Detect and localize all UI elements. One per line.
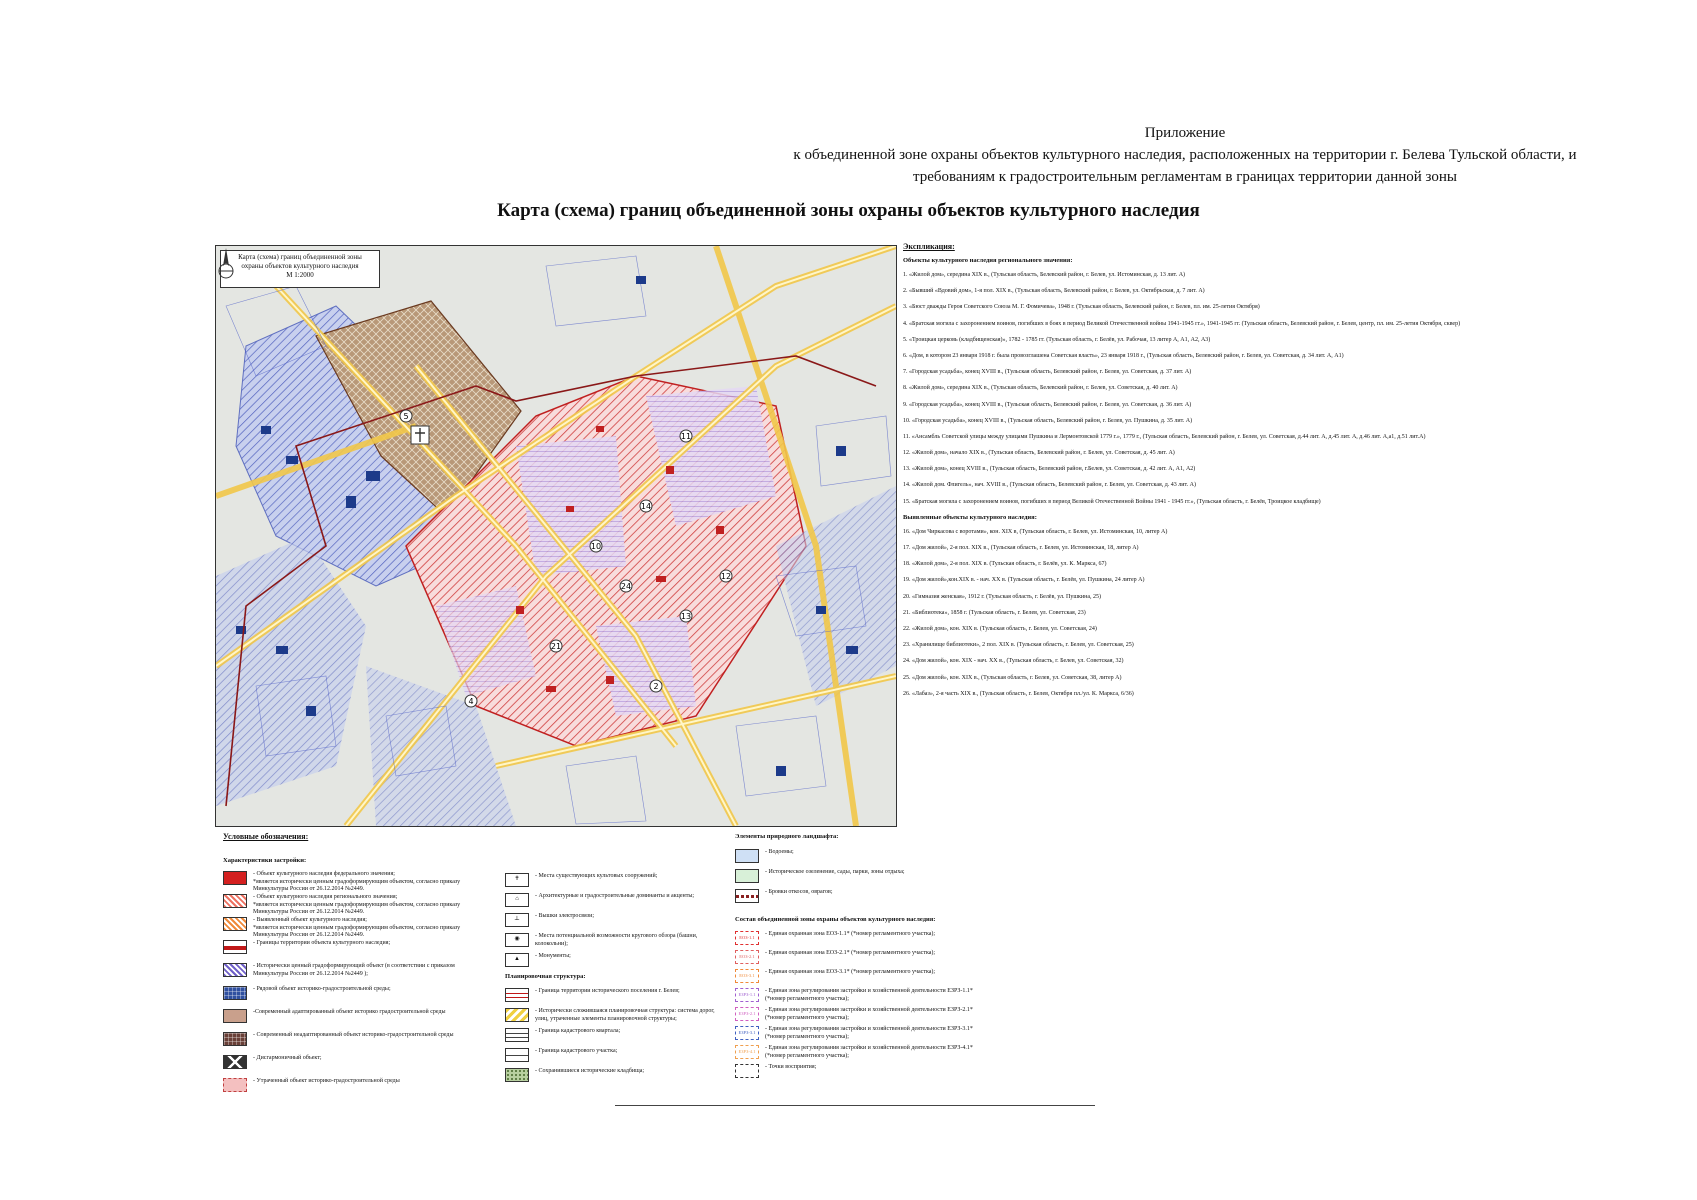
- list-item: 2. «Бывший «Вдовий дом», 1-я пол. XIX в., (Тульская область, Белевский район, г. Белев, ул. Октябрьская, д. 7 лит. А): [903, 288, 1205, 295]
- document-header: [720, 122, 1650, 188]
- legend-label: - Объект культурного наследия федерального значения; *является исторически ценным градоформирующим объектом, согласно приказу Минкультуры России от 26.12.2014 №2449.: [253, 871, 461, 892]
- legend-row: [735, 869, 965, 883]
- legend-label: - Точки восприятия;: [765, 1064, 817, 1070]
- legend-row: [223, 894, 468, 917]
- header-line-1: Приложение: [1144, 125, 1226, 141]
- legend-row: [505, 1008, 715, 1023]
- identified-list: [903, 528, 1483, 698]
- legend-label: - Рядовой объект историко-градостроительной среды;: [253, 986, 391, 992]
- legend-label: - Граница территории исторического поселения г. Белев;: [535, 988, 680, 994]
- explication-panel: [903, 243, 1483, 706]
- map-area[interactable]: [215, 245, 897, 827]
- legend-row: [735, 889, 965, 903]
- legend-row: [505, 893, 715, 907]
- list-item: 10. «Городская усадьба», конец XVIII в., (Тульская область, Белевский район, г. Белев, ул. Пушкина, д. 35 лит. А): [903, 417, 1193, 424]
- list-item: 3. «Бюст дважды Героя Советского Союза М. Г. Фомичева», 1948 г. (Тульская область, Белевский район, г. Белев, пл. им. 25-летия Октября): [903, 304, 1260, 311]
- legend-row: [505, 988, 715, 1002]
- legend-row: [735, 950, 975, 964]
- svg-text:24: 24: [620, 582, 632, 591]
- svg-text:12: 12: [720, 572, 732, 581]
- list-item: 23. «Хранилище библиотеки», 2 пол. XIX в. (Тульская область, г. Белев, ул. Советская, 25): [903, 642, 1134, 649]
- legend-swatch: [223, 963, 247, 977]
- svg-text:11: 11: [680, 432, 692, 441]
- map-title: Карта (схема) границ объединенной зоны охраны объектов культурного наследия: [497, 200, 1200, 221]
- legend-swatch: [223, 917, 247, 931]
- regional-list: [903, 271, 1483, 506]
- legend-label: - Граница кадастрового участка;: [535, 1048, 618, 1054]
- legend-label: - Дисгармоничный объект;: [253, 1055, 322, 1061]
- list-item: 25. «Дом жилой», кон. XIX в., (Тульская область, г. Белев, ул. Советская, 38, литер А): [903, 674, 1122, 681]
- legend-label: - Единая охранная зона ЕОЗ-1.1* (*номер регламентного участка);: [765, 931, 936, 937]
- legend-label: - Единая зона регулирования застройки и хозяйственной деятельности ЕЗРЗ-2.1* (*номер регламентного участка);: [765, 1007, 973, 1021]
- list-item: 8. «Жилой дом», середина XIX в., (Тульская область, Белевский район, г. Белев, ул. Советская, д. 40 лит. А): [903, 385, 1178, 392]
- viewpoint-icon: ◉: [505, 933, 529, 947]
- legend-label: - Единая охранная зона ЕОЗ-2.1* (*номер регламентного участка);: [765, 950, 936, 956]
- svg-text:14: 14: [640, 502, 652, 511]
- legend-label: - Единая охранная зона ЕОЗ-3.1* (*номер регламентного участка);: [765, 969, 936, 975]
- legend-label: - Утраченный объект историко-градостроительной среды: [253, 1078, 400, 1084]
- legend-swatch: [505, 1028, 529, 1042]
- list-item: 17. «Дом жилой», 2-я пол. XIX в., (Тульская область, г. Белев, ул. Истоминская, 18, литер А): [903, 545, 1139, 551]
- legend-row: [735, 988, 975, 1003]
- legend-row: [735, 1007, 975, 1022]
- map-box-line-2: охраны объектов культурного наследия: [241, 262, 359, 270]
- legend-label: - Водоемы;: [765, 849, 794, 855]
- legend-label: - Вышки электросвязи;: [535, 913, 595, 919]
- legend-swatch: [735, 849, 759, 863]
- legend-label: -Современный адаптированный объект историко градостроительной среды: [253, 1009, 446, 1015]
- planning-heading: Планировочная структура:: [505, 973, 586, 980]
- map-title-box: [220, 250, 380, 288]
- list-item: 22. «Жилой дом», кон. XIX в. (Тульская область, г. Белев, ул. Советская, 24): [903, 625, 1097, 632]
- map-drawing: [216, 246, 896, 826]
- legend-label: - Архитектурные и градостроительные доминанты и акценты;: [535, 893, 695, 899]
- legend-row: [735, 931, 975, 945]
- map-box-line-1: Карта (схема) границ объединенной зоны: [238, 253, 362, 261]
- zone-swatch: ЕЗРЗ-1.1: [735, 988, 759, 1002]
- legend-row: [223, 1055, 468, 1069]
- map-box-line-3: М 1:2000: [286, 271, 314, 279]
- legend-row: [735, 1045, 975, 1060]
- legend-label: - Исторически ценный градоформирующий объект (в соответствии с приказом Минкультуры России от 26.12.2014 №2449 );: [253, 963, 455, 977]
- list-item: 11. «Ансамбль Советской улицы между улицами Пушкина и Лермонтовской 1779 г.», 1779 г., (Тульская область, Белевский район, г. Белев, ул. Советская, д.44 лит. А, д.45 лит. А, д.46 лит. А,а1, д.51 лит.А): [903, 433, 1426, 440]
- legend-row: [505, 933, 715, 948]
- list-item: 12. «Жилой дом», начало XIX в., (Тульская область, Белевский район, г. Белев, ул. Советская, д. 45 лит. А): [903, 450, 1175, 457]
- legend-swatch: [735, 869, 759, 883]
- list-item: 26. «Лабаз», 2-я часть XIX в., (Тульская область, г. Белев, Октября пл./ул. К. Маркса, 6/36): [903, 690, 1134, 697]
- legend-label: - Единая зона регулирования застройки и хозяйственной деятельности ЕЗРЗ-1.1* (*номер регламентного участка);: [765, 988, 973, 1002]
- header-line-3: требованиям к градостроительным регламентам в границах территории данной зоны: [912, 169, 1458, 185]
- svg-text:4: 4: [468, 697, 474, 706]
- zone-swatch: [735, 1064, 759, 1078]
- legend-label: - Современный неадаптированный объект историко-градостроительной среды: [253, 1032, 454, 1038]
- list-item: 1. «Жилой дом», середина XIX в., (Тульская область, Белевский район, г. Белев, ул. Истоминская, д. 13 лит. А): [903, 272, 1186, 278]
- legend-label: - Историческое озеленение, сады, парки, зоны отдыха;: [765, 869, 905, 875]
- legend-row: [223, 1032, 468, 1046]
- zone-swatch: ЕОЗ-1.1: [735, 931, 759, 945]
- legend-row: [223, 871, 468, 894]
- list-item: 24. «Дом жилой», кон. XIX - нач. XX в., (Тульская область, г. Белев, ул. Советская, 32): [903, 658, 1124, 665]
- zones-heading: Состав объединенной зоны охраны объектов культурного наследия:: [735, 916, 936, 923]
- regional-heading: Объекты культурного наследия регионального значения:: [903, 257, 1073, 264]
- svg-text:5: 5: [403, 412, 409, 421]
- legend-swatch: [505, 1048, 529, 1062]
- legend-label: - Единая зона регулирования застройки и хозяйственной деятельности ЕЗРЗ-4.1* (*номер регламентного участка);: [765, 1045, 973, 1059]
- list-item: 5. «Троицкая церковь (кладбищенская)», 1782 - 1785 гг. (Тульская область, г. Белёв, ул. Рабочая, 13 литер А, А1, А2, А3): [903, 336, 1211, 343]
- legend-swatch: [735, 889, 759, 903]
- list-item: 9. «Городская усадьба», конец XVIII в., (Тульская область, Белевский район, г. Белев, ул. Советская, д. 36 лит. А): [903, 401, 1192, 408]
- legend-row: [505, 953, 715, 967]
- header-line-2: к объединенной зоне охраны объектов культурного наследия, расположенных на территории г. Белева Тульской области, и: [793, 147, 1577, 163]
- legend-row: [223, 986, 468, 1000]
- church-icon: [411, 426, 429, 444]
- zone-swatch: ЕЗРЗ-4.1: [735, 1045, 759, 1059]
- legend-label: - Граница кадастрового квартала;: [535, 1028, 621, 1034]
- list-item: 6. «Дом, в котором 23 января 1918 г. была провозглашена Советская власть», 23 января 1918 г., (Тульская область, Белевский район, г. Белев, ул. Советская, д. 34 лит. А, А1): [903, 352, 1344, 359]
- monument-icon: ▲: [505, 953, 529, 967]
- nature-heading: Элементы природного ландшафта:: [735, 833, 839, 840]
- legend-row: [505, 1068, 715, 1082]
- list-item: 19. «Дом жилой»,кон.XIX в. - нач. XX в. (Тульская область, г. Белёв, ул. Пушкина, 24 литер А): [903, 577, 1145, 584]
- legend-row: [505, 913, 715, 927]
- zone-swatch: ЕЗРЗ-2.1: [735, 1007, 759, 1021]
- legend-row: [223, 940, 468, 954]
- zone-swatch: ЕОЗ-2.1: [735, 950, 759, 964]
- building-heading: Характеристики застройки:: [223, 857, 307, 864]
- legend-swatch: [223, 1032, 247, 1046]
- legend-row: [735, 969, 975, 983]
- legend-label: - Границы территории объекта культурного наследия;: [253, 940, 391, 946]
- svg-text:21: 21: [550, 642, 562, 651]
- list-item: 4. «Братская могила с захоронением воинов, погибших в боях в период Великой Отечественной войны 1941-1945 гг.», 1941-1945 гг. (Тульская область, Белевский район, г. Белев, центр, пл. им. 25-летия Октября, сквер): [903, 320, 1461, 327]
- legend-swatch: [223, 986, 247, 1000]
- list-item: 20. «Гимназия женская», 1912 г. (Тульская область, г. Белёв, ул. Пушкина, 25): [903, 593, 1101, 600]
- list-item: 14. «Жилой дом. Флигель», нач. XVIII в., (Тульская область, Белевский район, г. Белев, ул. Советская, д. 43 лит. А): [903, 482, 1197, 489]
- explication-heading: Экспликация:: [903, 242, 955, 251]
- svg-text:13: 13: [680, 612, 692, 621]
- zone-swatch: ЕОЗ-3.1: [735, 969, 759, 983]
- identified-heading: Выявленные объекты культурного наследия:: [903, 513, 1037, 521]
- legend-row: [223, 917, 468, 940]
- list-item: 15. «Братская могила с захоронением воинов, погибших в период Великой Отечественной Войны 1941 - 1945 гг.», (Тульская область, г. Белёв, Троицкое кладбище): [903, 498, 1321, 505]
- list-item: 18. «Жилой дом», 2-я пол. XIX в. (Тульская область, г. Белёв, ул. К. Маркса, 67): [903, 561, 1107, 568]
- list-item: 7. «Городская усадьба», конец XVIII в., (Тульская область, Белевский район, г. Белев, ул. Советская, д. 37 лит. А): [903, 369, 1192, 376]
- list-item: 16. «Дом Чиркасова с воротами», кон. XIX в, (Тульская область, г. Белев, ул. Истоминская, 10, литер А): [903, 528, 1168, 535]
- legend-label: - Монументы;: [535, 953, 571, 959]
- list-item: 13. «Жилой дом», конец XVIII в., (Тульская область, Белевский район, г.Белев, ул. Советская, д. 42 лит. А, А1, А2): [903, 466, 1196, 473]
- legend-swatch: [223, 1055, 247, 1069]
- legend-row: [505, 873, 715, 887]
- legend-swatch: [223, 1009, 247, 1023]
- legend-row: [505, 1048, 715, 1062]
- svg-text:2: 2: [653, 682, 659, 691]
- legend-label: - Исторически сложившаяся планировочная структура: система дорог, улиц, утраченные элементы планировочной структуры;: [535, 1008, 715, 1022]
- north-arrow-icon: [216, 246, 236, 286]
- legend-label: - Бровки откосов, оврагов;: [765, 889, 833, 895]
- legend-swatch: [505, 1068, 529, 1082]
- footer-divider: [615, 1105, 1095, 1106]
- legend-row: [223, 1078, 468, 1092]
- legend-row: [735, 849, 965, 863]
- legend-row: [735, 1026, 975, 1041]
- legend-label: - Места существующих культовых сооружений;: [535, 873, 658, 879]
- legend-label: - Выявленный объект культурного наследия; *является исторически ценным градоформирующим объектом, согласно приказу Минкультуры России от 26.12.2014 №2449.: [253, 917, 461, 938]
- list-item: 21. «Библиотека», 1858 г. (Тульская область, г. Белев, ул. Советская, 23): [903, 609, 1086, 616]
- legend-label: - Единая зона регулирования застройки и хозяйственной деятельности ЕЗРЗ-3.1* (*номер регламентного участка);: [765, 1026, 973, 1040]
- legend-swatch: [223, 894, 247, 908]
- legend-swatch: [223, 940, 247, 954]
- legend-row: [505, 1028, 715, 1042]
- legend-row: [735, 1064, 975, 1078]
- svg-text:10: 10: [590, 542, 602, 551]
- legend-swatch: [223, 871, 247, 885]
- church-icon: ✝: [505, 873, 529, 887]
- legend-row: [223, 963, 468, 978]
- zone-swatch: ЕЗРЗ-3.1: [735, 1026, 759, 1040]
- legend-row: [223, 1009, 468, 1023]
- legend-label: - Объект культурного наследия регионального значения; *является исторически ценным градоформирующим объектом, согласно приказу Минкультуры России от 26.12.2014 №2449.: [253, 894, 461, 915]
- legend-swatch: [223, 1078, 247, 1092]
- legend-label: - Сохранившиеся исторические кладбища;: [535, 1068, 645, 1074]
- legend-label: - Места потенциальной возможности кругового обзора (башни, колокольни);: [535, 933, 698, 947]
- tower-icon: ⊥: [505, 913, 529, 927]
- dominant-icon: ⌂: [505, 893, 529, 907]
- legend-swatch: [505, 988, 529, 1002]
- legend-heading: Условные обозначения:: [223, 832, 309, 841]
- legend-swatch: [505, 1008, 529, 1022]
